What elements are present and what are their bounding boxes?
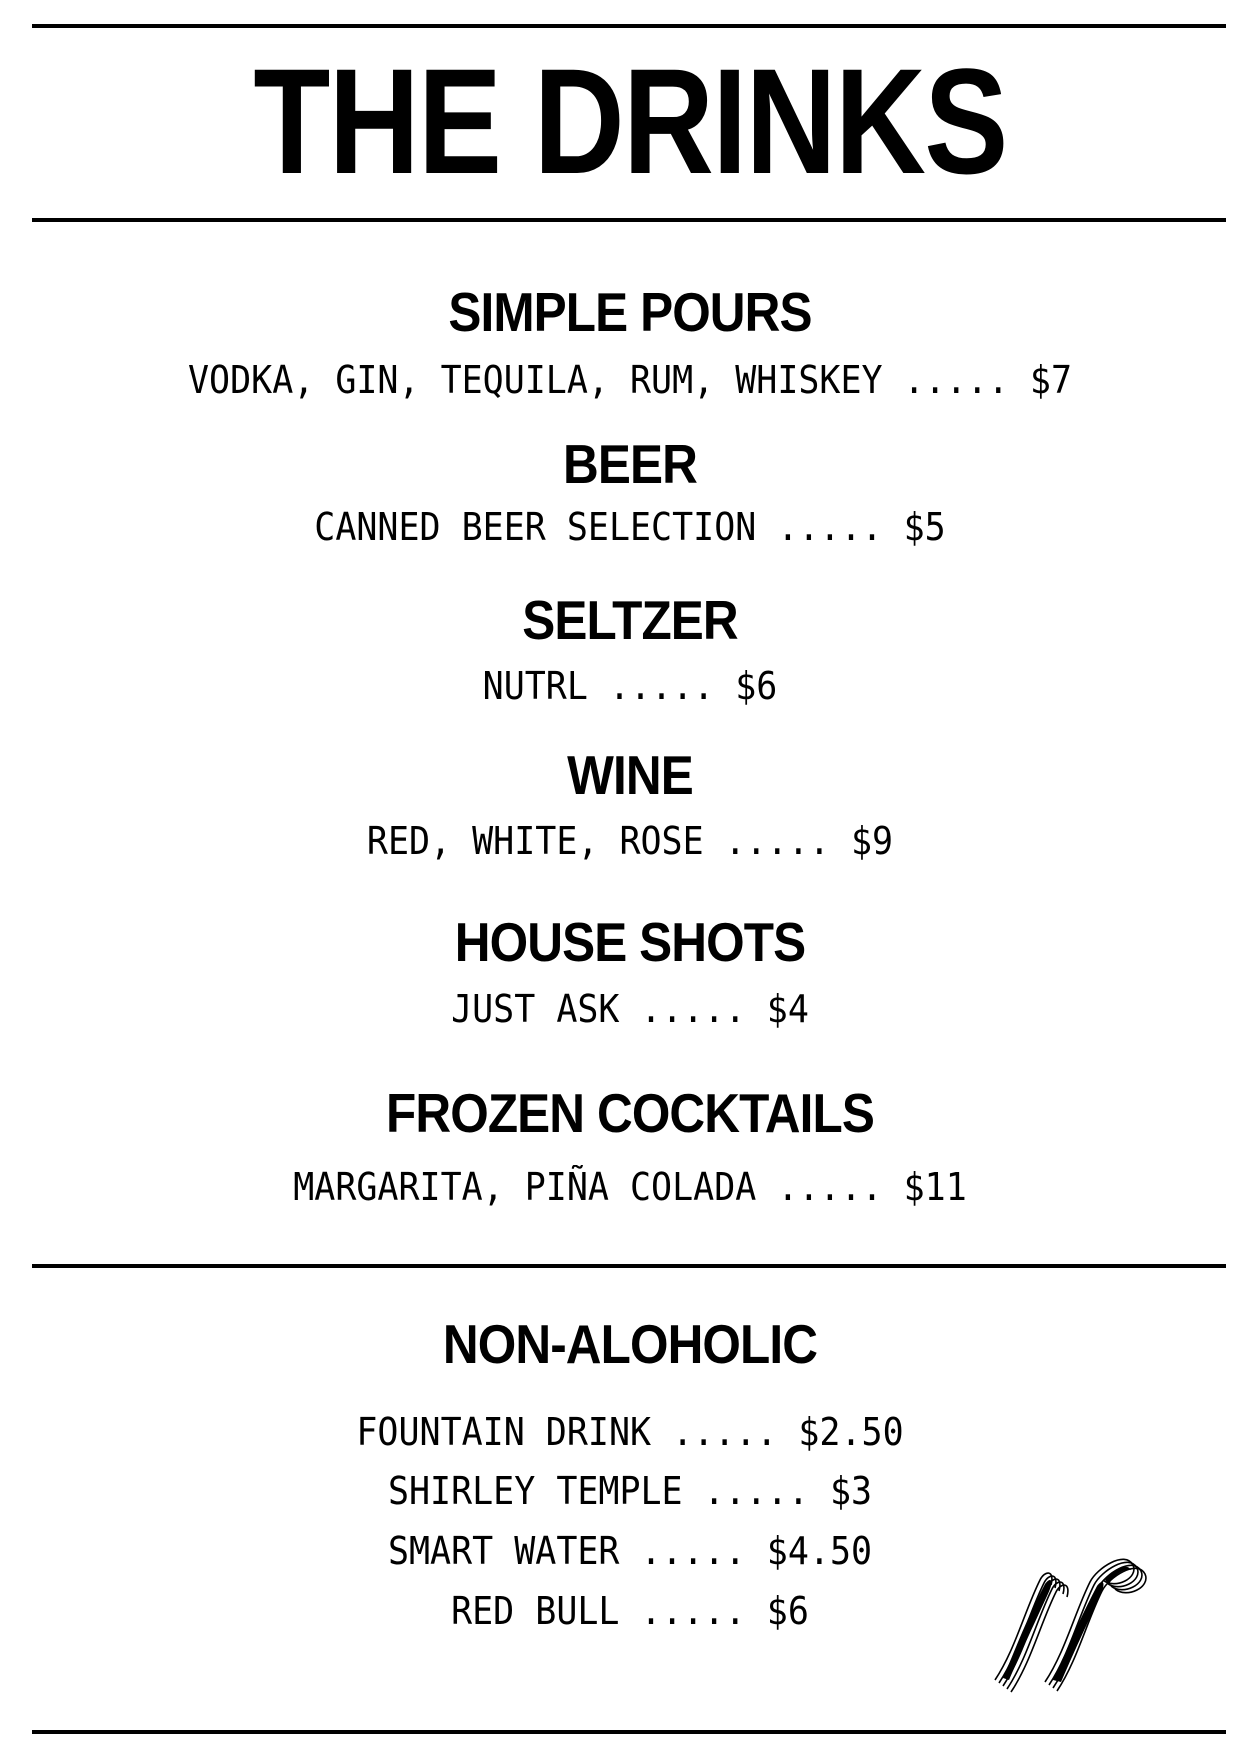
- section-heading-beer: BEER: [563, 433, 697, 495]
- section-heading-frozen-cocktails: FROZEN COCKTAILS: [386, 1082, 874, 1144]
- menu-item: JUST ASK ..... $4: [451, 987, 809, 1031]
- page-title: THE DRINKS: [253, 37, 1007, 205]
- section-heading-simple-pours: SIMPLE POURS: [448, 281, 812, 343]
- menu-item: VODKA, GIN, TEQUILA, RUM, WHISKEY ..... $7: [187, 358, 1073, 402]
- section-heading-non-alcoholic: NON-ALOHOLIC: [442, 1313, 818, 1375]
- menu-item: CANNED BEER SELECTION ..... $5: [314, 505, 946, 549]
- section-heading-wine: WINE: [567, 744, 693, 806]
- menu-item: FOUNTAIN DRINK ..... $2.50: [356, 1410, 904, 1454]
- script-monogram-logo-icon: [985, 1540, 1155, 1700]
- bottom-rule: [32, 1730, 1226, 1734]
- title-bottom-rule: [32, 218, 1226, 222]
- menu-item: MARGARITA, PIÑA COLADA ..... $11: [293, 1165, 967, 1209]
- menu-item: RED BULL ..... $6: [451, 1589, 809, 1633]
- menu-item: SMART WATER ..... $4.50: [387, 1529, 873, 1573]
- section-divider-rule: [32, 1264, 1226, 1268]
- menu-item: NUTRL ..... $6: [482, 664, 778, 708]
- menu-item: RED, WHITE, ROSE ..... $9: [366, 819, 894, 863]
- section-heading-seltzer: SELTZER: [522, 589, 738, 651]
- section-heading-house-shots: HOUSE SHOTS: [454, 911, 806, 973]
- menu-item: SHIRLEY TEMPLE ..... $3: [387, 1469, 873, 1513]
